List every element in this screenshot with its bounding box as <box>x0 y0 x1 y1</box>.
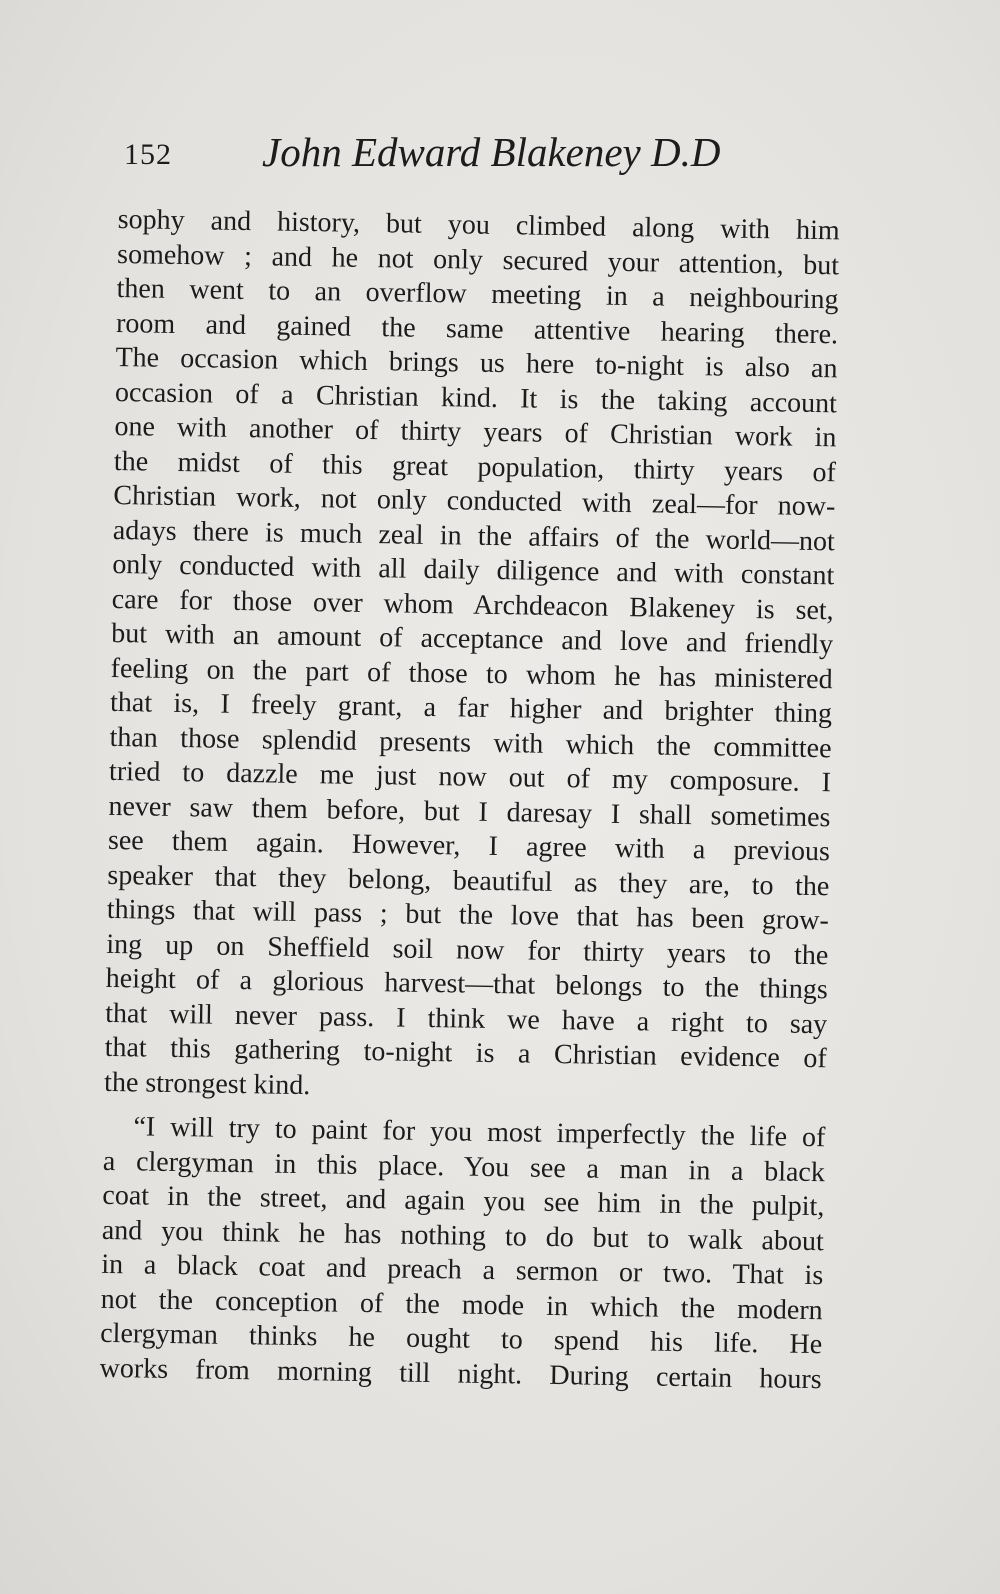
text-line: care for those over whom Archdeacon Blakeney is set, <box>111 583 834 626</box>
text-line: that is, I freely grant, a far higher and brighter thing <box>109 686 833 730</box>
text-line: things that will pass ; but the love that has been grow- <box>106 893 830 937</box>
text-line: height of a glorious harvest—that belongs to the things <box>105 962 828 1006</box>
running-title: John Edward Blakeney D.D <box>262 129 721 175</box>
text-line: The occasion which brings us here to-night is also an <box>115 341 838 385</box>
text-line: sophy and history, but you climbed along with him <box>117 203 840 247</box>
text-line: tried to dazzle me just now out of my composure. I <box>108 755 832 799</box>
text-line: room and gained the same attentive hearing there. <box>115 307 839 350</box>
text-line: clergyman thinks he ought to spend his life. He <box>99 1317 823 1361</box>
text-line: not the conception of the mode in which the modern <box>100 1283 823 1326</box>
paragraph-1 <box>104 203 840 1111</box>
text-line: the midst of this great population, thirty years of <box>113 445 837 488</box>
text-line: coat in the street, and again you see him in the pulpit, <box>102 1179 825 1223</box>
text-line: than those splendid presents with which the committee <box>109 721 832 764</box>
text-line: only conducted with all daily diligence and with constant <box>112 548 835 592</box>
text-line: that this gathering to-night is a Christian evidence of <box>104 1031 827 1075</box>
text-line: adays there is much zeal in the affairs of the world—not <box>112 514 836 557</box>
page-number: 152 <box>124 138 172 171</box>
body-text <box>99 203 839 1397</box>
text-line: that will never pass. I think we have a right to say <box>105 997 828 1040</box>
text-line: one with another of thirty years of Christian work in <box>114 410 837 454</box>
text-line: then went to an overflow meeting in a neighbouring <box>116 272 839 316</box>
text-line: works from morning till night. During certain hours <box>99 1352 822 1395</box>
paragraph-2 <box>99 1110 825 1397</box>
text-line: the strongest kind. <box>103 1066 311 1101</box>
running-head <box>124 128 724 188</box>
text-line: ing up on Sheffield soil now for thirty years to the <box>106 928 829 971</box>
text-line: in a black coat and preach a sermon or two. That is <box>101 1248 824 1292</box>
text-line: occasion of a Christian kind. It is the taking account <box>114 376 838 419</box>
text-line: feeling on the part of those to whom he has ministered <box>110 652 833 695</box>
text-line: never saw them before, but I daresay I shall sometimes <box>108 790 831 833</box>
text-line: a clergyman in this place. You see a man in a black <box>102 1145 826 1188</box>
text-line: and you think he has nothing to do but to walk about <box>101 1214 825 1257</box>
text-line: speaker that they belong, beautiful as they are, to the <box>107 859 830 902</box>
text-line: but with an amount of acceptance and love and friendly <box>110 617 834 661</box>
text-line: see them again. However, I agree with a previous <box>107 824 831 868</box>
text-line: Christian work, not only conducted with zeal—for now- <box>113 479 836 523</box>
text-line: “I will try to paint for you most imperfectly the life of <box>133 1111 826 1154</box>
text-line: somehow ; and he not only secured your attention, but <box>116 238 840 281</box>
